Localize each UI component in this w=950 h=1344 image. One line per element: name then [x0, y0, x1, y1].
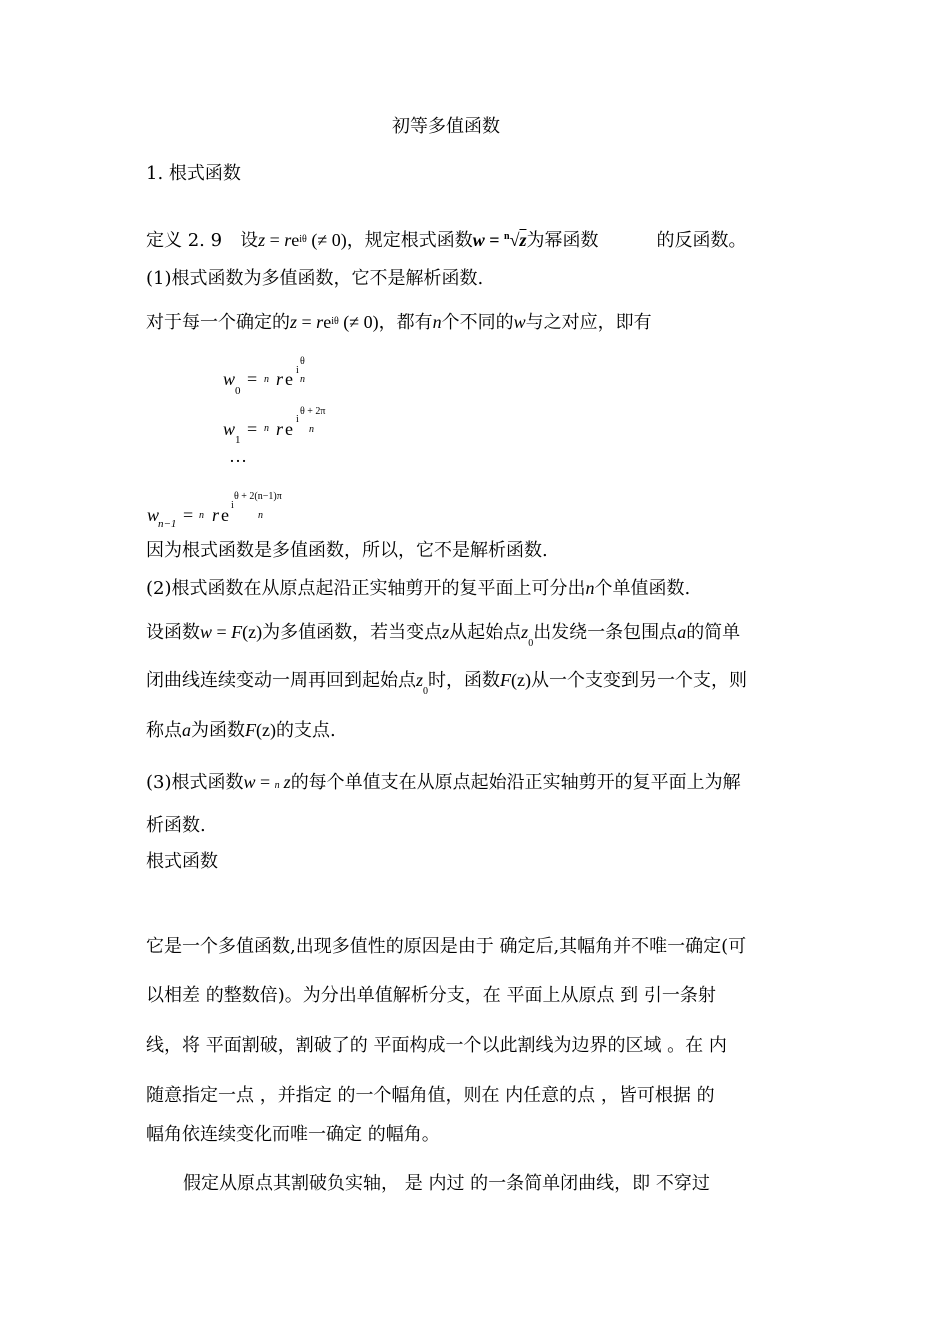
w1-num: θ + 2π — [300, 406, 326, 417]
para-text-1e: 的简单 — [686, 622, 741, 643]
para-zp-2: (z) — [511, 670, 531, 690]
w0-theta: θ — [300, 356, 305, 367]
line2-n: n — [432, 312, 442, 332]
para-z0: z — [521, 622, 529, 642]
def-text-3: 为幂函数 — [526, 230, 599, 251]
w0-root-n: n — [264, 374, 269, 385]
w0-den: n — [300, 374, 305, 385]
para-z0-sub: 0 — [528, 638, 534, 649]
para-text-1b: 为多值函数，若当变点 — [262, 622, 443, 643]
line2-e: e — [323, 312, 332, 332]
w1-e: e — [285, 419, 293, 439]
wn-r: r — [212, 505, 220, 525]
def-text-1: 定义 2. 9 设 — [146, 230, 259, 251]
w1-eq: = — [247, 419, 258, 439]
def-e: e — [291, 230, 300, 250]
wn-num: θ + 2(n−1)π — [234, 491, 282, 502]
definition-line — [146, 226, 746, 255]
w1-den: n — [309, 424, 314, 435]
def-exp: iθ — [299, 234, 307, 245]
w0-w: w — [223, 369, 236, 389]
para-z: z — [442, 622, 450, 642]
item2-n: n — [585, 578, 595, 598]
w0-sub: 0 — [235, 385, 241, 397]
para-text-1c: 从起始点 — [449, 622, 522, 643]
line2-w: w — [513, 312, 526, 332]
wn-w: w — [147, 505, 160, 525]
para-w: w — [200, 622, 213, 642]
para-line-2 — [146, 669, 747, 695]
para-line-3 — [146, 719, 336, 742]
item3-text-b: 的每个单值支在从原点起始沿正实轴剪开的复平面上为解 — [290, 772, 741, 793]
page-title: 初等多值函数 — [392, 116, 500, 137]
para-text-2a: 闭曲线连续变动一周再回到起始点 — [146, 670, 416, 691]
para-text-2b: 时，函数 — [428, 670, 501, 691]
def-w: w — [472, 230, 485, 250]
para-eq: = — [212, 622, 232, 642]
para-F-2: F — [500, 670, 512, 690]
body-line-3: 线，将 平面割破，割破了的 平面构成一个以此割线为边界的区域 。在 内 — [146, 1035, 727, 1056]
line2-z: z — [290, 312, 298, 332]
body-line-6: 假定从原点其割破负实轴， 是 内过 的一条简单闭曲线，即 不穿过 — [183, 1173, 710, 1194]
para-text-1d: 出发绕一条包围点 — [533, 622, 678, 643]
wn-den: n — [258, 510, 263, 521]
line2-exp: iθ — [331, 316, 339, 327]
body-line-4: 随意指定一点 ，并指定 的一个幅角值，则在 内任意的点 ，皆可根据 的 — [146, 1085, 715, 1106]
para-text-3b: 为函数 — [191, 720, 245, 741]
para-text-1a: 设函数 — [146, 622, 200, 643]
item3-text-a: (3)根式函数 — [146, 772, 244, 793]
w0-i: i — [296, 365, 299, 376]
line2-r: r — [316, 312, 324, 332]
body-line-1: 它是一个多值函数,出现多值性的原因是由于 确定后,其幅角并不唯一确定(可 — [146, 936, 747, 957]
line2-text-d: 与之对应，即有 — [525, 312, 652, 333]
body-line-5: 幅角依连续变化而唯一确定 的幅角。 — [146, 1124, 440, 1145]
w1-r: r — [276, 419, 284, 439]
line2-ne0: (≠ 0) — [338, 312, 379, 332]
item-2 — [146, 577, 690, 600]
w1-root-n: n — [264, 423, 269, 434]
line2-text-c: 个不同的 — [441, 312, 514, 333]
w0-r: r — [276, 369, 284, 389]
line2-eq: = — [297, 312, 317, 332]
def-eq2: = — [484, 230, 504, 250]
para-zp: (z) — [242, 622, 263, 642]
item3-z: z — [283, 772, 291, 792]
para-a-2: a — [182, 720, 191, 740]
def-r: r — [284, 230, 292, 250]
radicand: z — [519, 230, 527, 250]
para-text-3c: 的支点. — [275, 720, 336, 741]
item3-root-n: n — [274, 780, 280, 791]
w1-w: w — [223, 419, 236, 439]
radical-sign: √ — [509, 230, 520, 250]
para-line-1 — [146, 621, 740, 647]
wn-sub: n−1 — [158, 518, 177, 530]
para-zp-3: (z) — [256, 720, 276, 740]
wn-i: i — [231, 500, 234, 511]
w0-eq: = — [247, 369, 258, 389]
wn-e: e — [221, 505, 229, 525]
def-z: z — [258, 230, 266, 250]
line2-text-b: ，都有 — [378, 312, 433, 333]
para-z0-b: z — [416, 670, 424, 690]
subsection-label: 根式函数 — [146, 851, 218, 872]
def-eq: = — [265, 230, 285, 250]
item2-text-b: 个单值函数. — [594, 578, 691, 599]
def-text-4: 的反函数。 — [656, 230, 747, 251]
wn-root-n: n — [199, 510, 204, 521]
para-z0b-sub: 0 — [423, 686, 429, 697]
para-a: a — [677, 622, 687, 642]
item3-w: w — [243, 772, 256, 792]
def-ne0: (≠ 0) — [306, 230, 347, 250]
line2-text-a: 对于每一个确定的 — [146, 312, 290, 333]
formula-ellipsis: … — [229, 446, 247, 466]
def-text-2: ，规定根式函数 — [346, 230, 473, 251]
body-line-2: 以相差 的整数倍)。为分出单值解析分支，在 平面上从原点 到 引一条射 — [146, 985, 716, 1006]
line-not-analytic: 因为根式函数是多值函数，所以，它不是解析函数. — [146, 540, 548, 561]
w1-sub: 1 — [235, 434, 241, 446]
para-text-3a: 称点 — [146, 720, 182, 741]
root-formula — [504, 230, 526, 250]
item-1: (1)根式函数为多值函数，它不是解析函数. — [146, 268, 484, 289]
root-index: n — [504, 231, 510, 242]
item2-text-a: (2)根式函数在从原点起沿正实轴剪开的复平面上可分出 — [146, 578, 586, 599]
item-3-line-2: 析函数. — [146, 815, 206, 836]
item3-eq: = — [255, 772, 275, 792]
section-heading: 1. 根式函数 — [146, 163, 241, 184]
w0-e: e — [285, 369, 293, 389]
para-F-3: F — [245, 720, 256, 740]
para-F: F — [231, 622, 243, 642]
line-each-z — [146, 311, 652, 337]
para-text-2c: 从一个支变到另一个支，则 — [531, 670, 747, 691]
wn-eq: = — [183, 505, 194, 525]
item-3-line-1 — [146, 771, 741, 797]
w1-i: i — [296, 414, 299, 425]
